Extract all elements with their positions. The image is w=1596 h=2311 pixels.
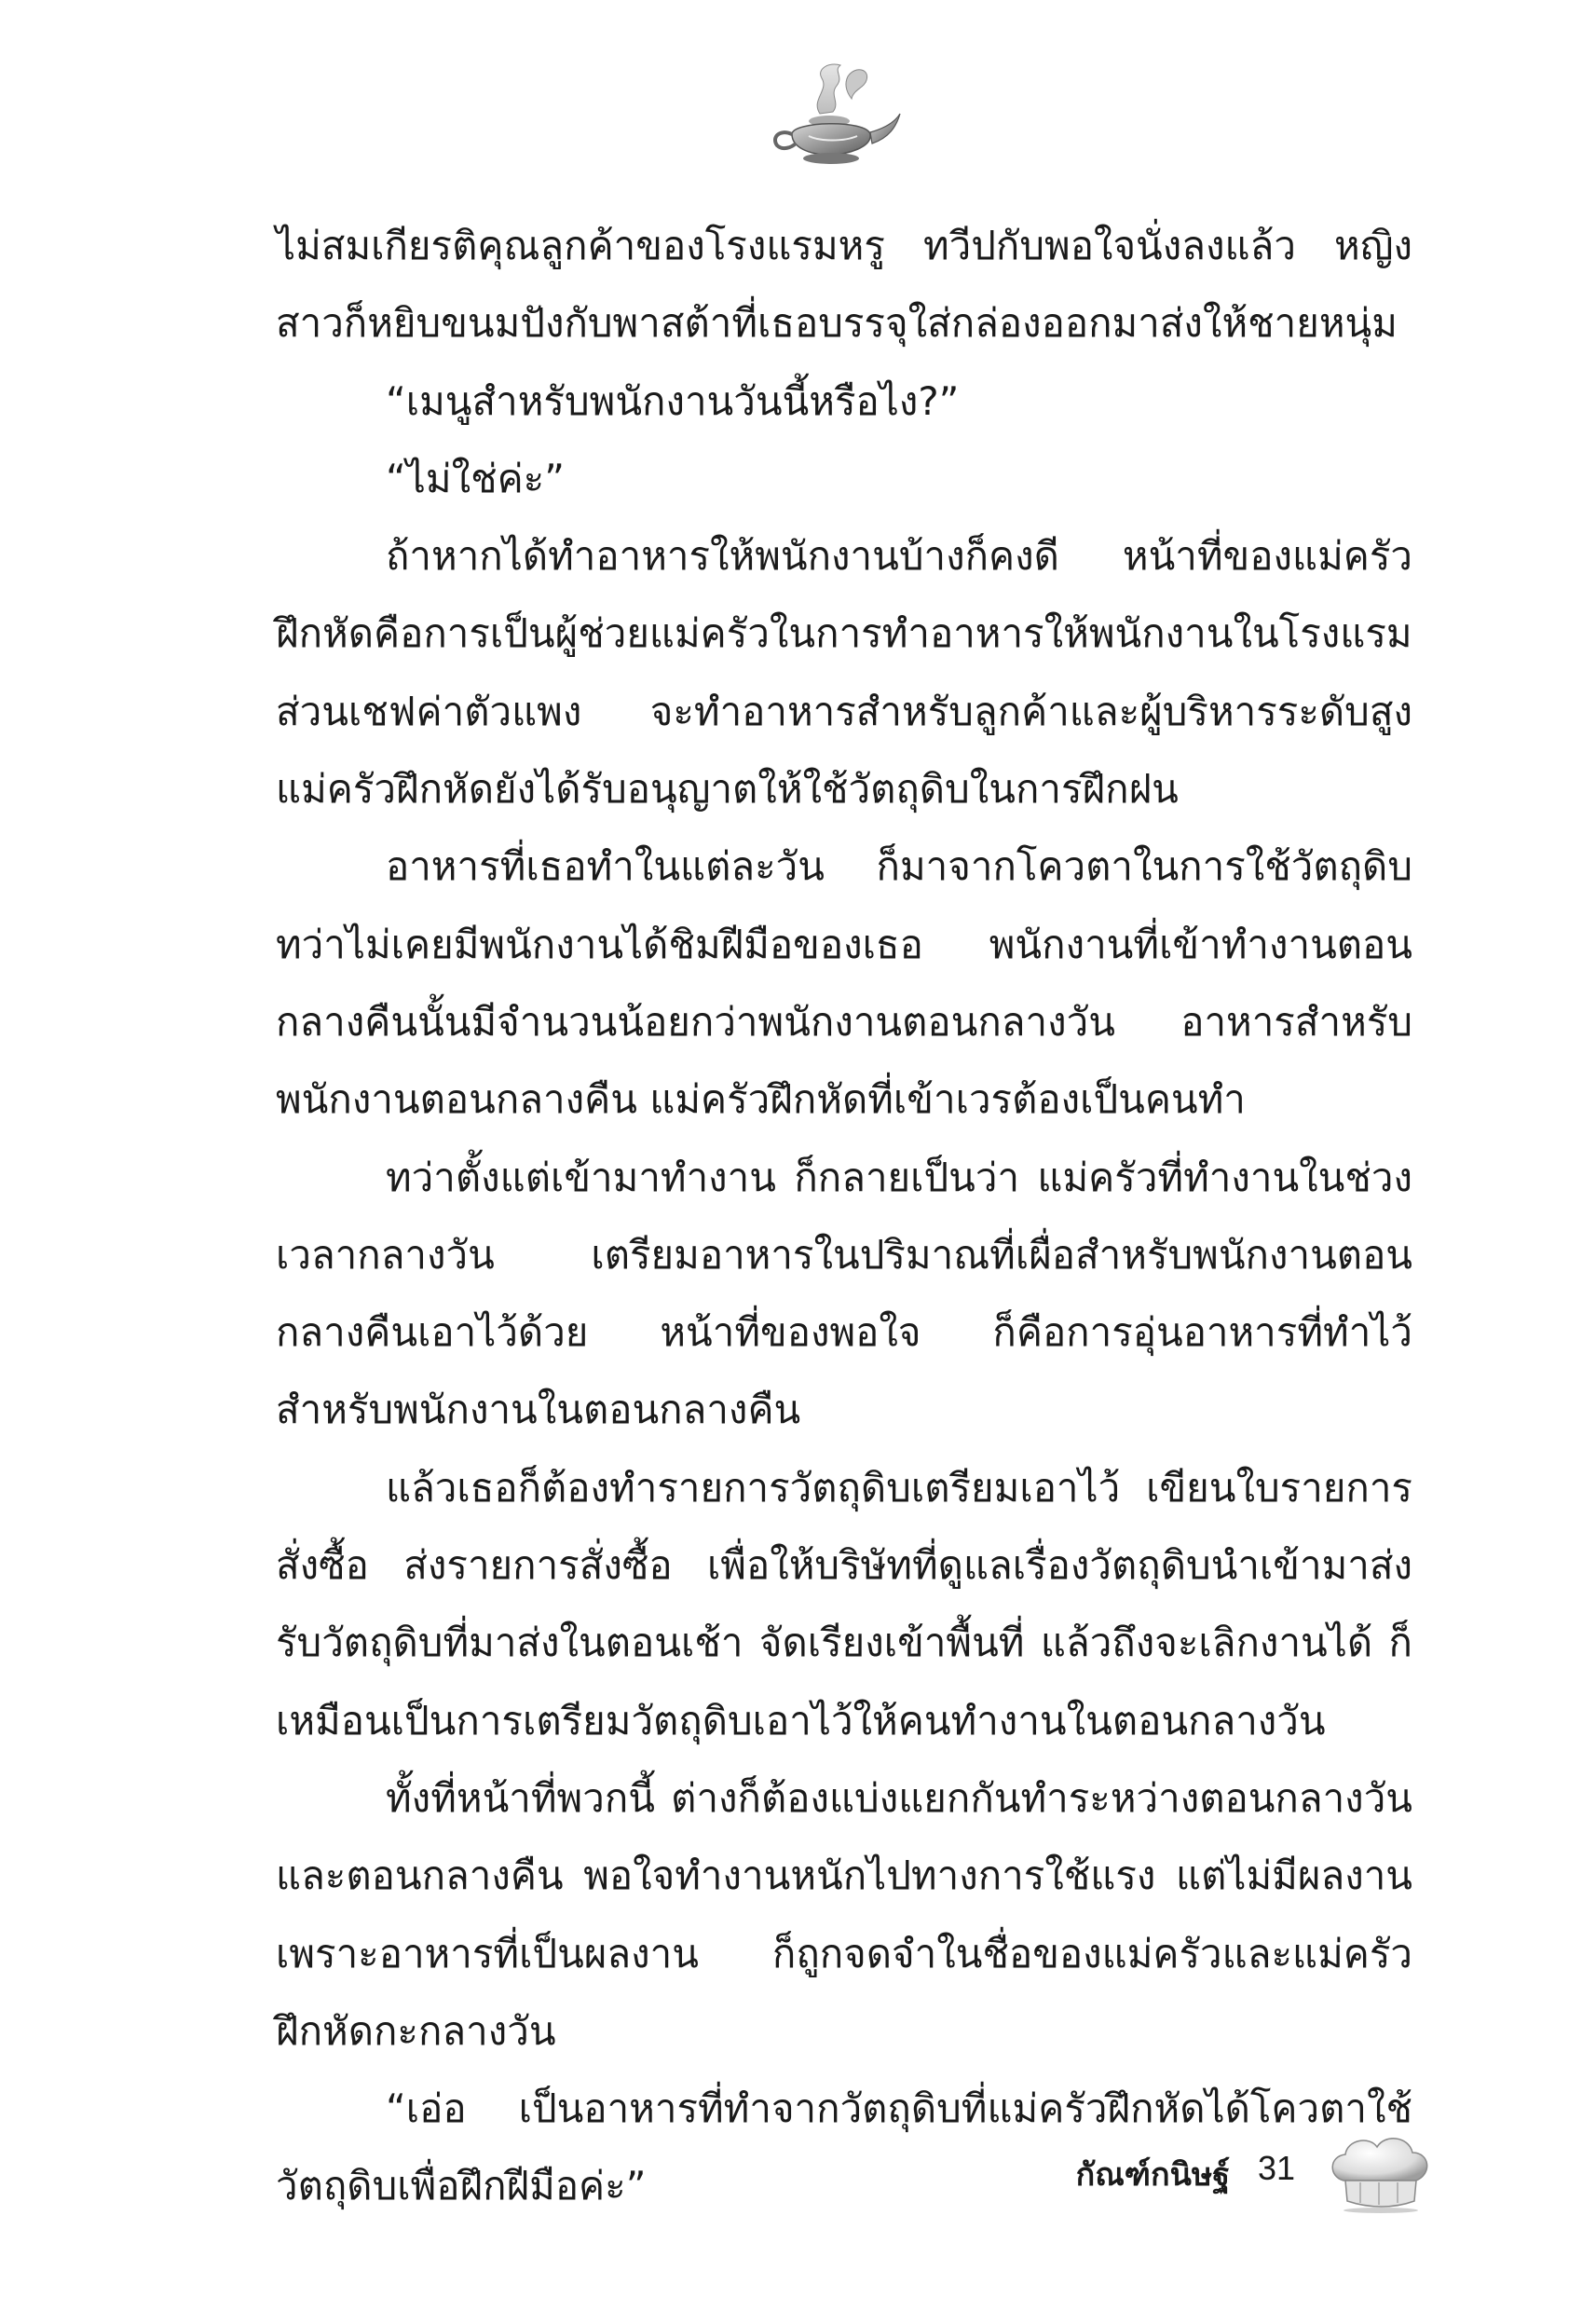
paragraph: แล้วเธอก็ต้องทำรายการวัตถุดิบเตรียมเอาไว้ เขียนใบรายการสั่งซื้อ ส่งรายการสั่งซื้อ เพื่อให้บริษัทที่ดูแลเรื่องวัตถุดิบนำเข้ามาส่ง รับวัตถุดิบที่มาส่งในตอนเช้า จัดเรียงเข้าพื้นที่ แล้วถึงจะเลิกงานได้ ก็เหมือนเป็นการเตรียมวัตถุดิบเอาไว้ให้คนทำงานในตอนกลางวัน [276,1464,1412,1744]
paragraph: ทั้งที่หน้าที่พวกนี้ ต่างก็ต้องแบ่งแยกกันทำระหว่างตอนกลางวันและตอนกลางคืน พอใจทำงานหนักไปทางการใช้แรง แต่ไม่มีผลงาน เพราะอาหารที่เป็นผลงาน ก็ถูกจดจำในชื่อของแม่ครัวและแม่ครัวฝึกหัดกะกลางวัน [276,1774,1412,2054]
paragraph: “เอ่อ เป็นอาหารที่ทำจากวัตถุดิบที่แม่ครัวฝึกหัดได้โควตาใช้วัตถุดิบเพื่อฝึกฝีมือค่ะ” [276,2085,1412,2209]
lamp-logo-icon [755,58,904,170]
paragraph: ทว่าตั้งแต่เข้ามาทำงาน ก็กลายเป็นว่า แม่ครัวที่ทำงานในช่วงเวลากลางวัน เตรียมอาหารในปริมาณที่เผื่อสำหรับพนักงานตอนกลางคืนเอาไว้ด้วย หน้าที่ของพอใจ ก็คือการอุ่นอาหารที่ทำไว้ สำหรับพนักงานในตอนกลางคืน [276,1154,1412,1433]
paragraph: ถ้าหากได้ทำอาหารให้พนักงานบ้างก็คงดี หน้าที่ของแม่ครัวฝึกหัดคือการเป็นผู้ช่วยแม่ครัวในการทำอาหารให้พนักงานในโรงแรม ส่วนเชฟค่าตัวแพง จะทำอาหารสำหรับลูกค้าและผู้บริหารระดับสูง แม่ครัวฝึกหัดยังได้รับอนุญาตให้ใช้วัตถุดิบในการฝึกฝน [276,533,1412,813]
paragraph: “เมนูสำหรับพนักงานวันนี้หรือไง?” [386,377,960,424]
paragraph: อาหารที่เธอทำในแต่ละวัน ก็มาจากโควตาในการใช้วัตถุดิบ ทว่าไม่เคยมีพนักงานได้ชิมฝีมือของเธอ พนักงานที่เข้าทำงานตอนกลางคืนนั้นมีจำนวนน้อยกว่าพนักงานตอนกลางวัน อาหารสำหรับพนักงานตอนกลางคืน แม่ครัวฝึกหัดที่เข้าเวรต้องเป็นคนทำ [276,843,1412,1123]
page-number: 31 [1258,2149,1296,2187]
chef-hat-icon [1323,2130,1435,2214]
paragraph: “ไม่ใช่ค่ะ” [386,455,565,501]
author-name: กัณฑ์กนิษฐ์ [1075,2156,1230,2194]
body-text [276,207,1412,2225]
page-footer [0,2140,1596,2223]
paragraph: ไม่สมเกียรติคุณลูกค้าของโรงแรมหรู ทวีปกับพอใจนั่งลงแล้ว หญิงสาวก็หยิบขนมปังกับพาสต้าที่เธอบรรจุใส่กล่องออกมาส่งให้ชายหนุ่ม [276,223,1412,347]
